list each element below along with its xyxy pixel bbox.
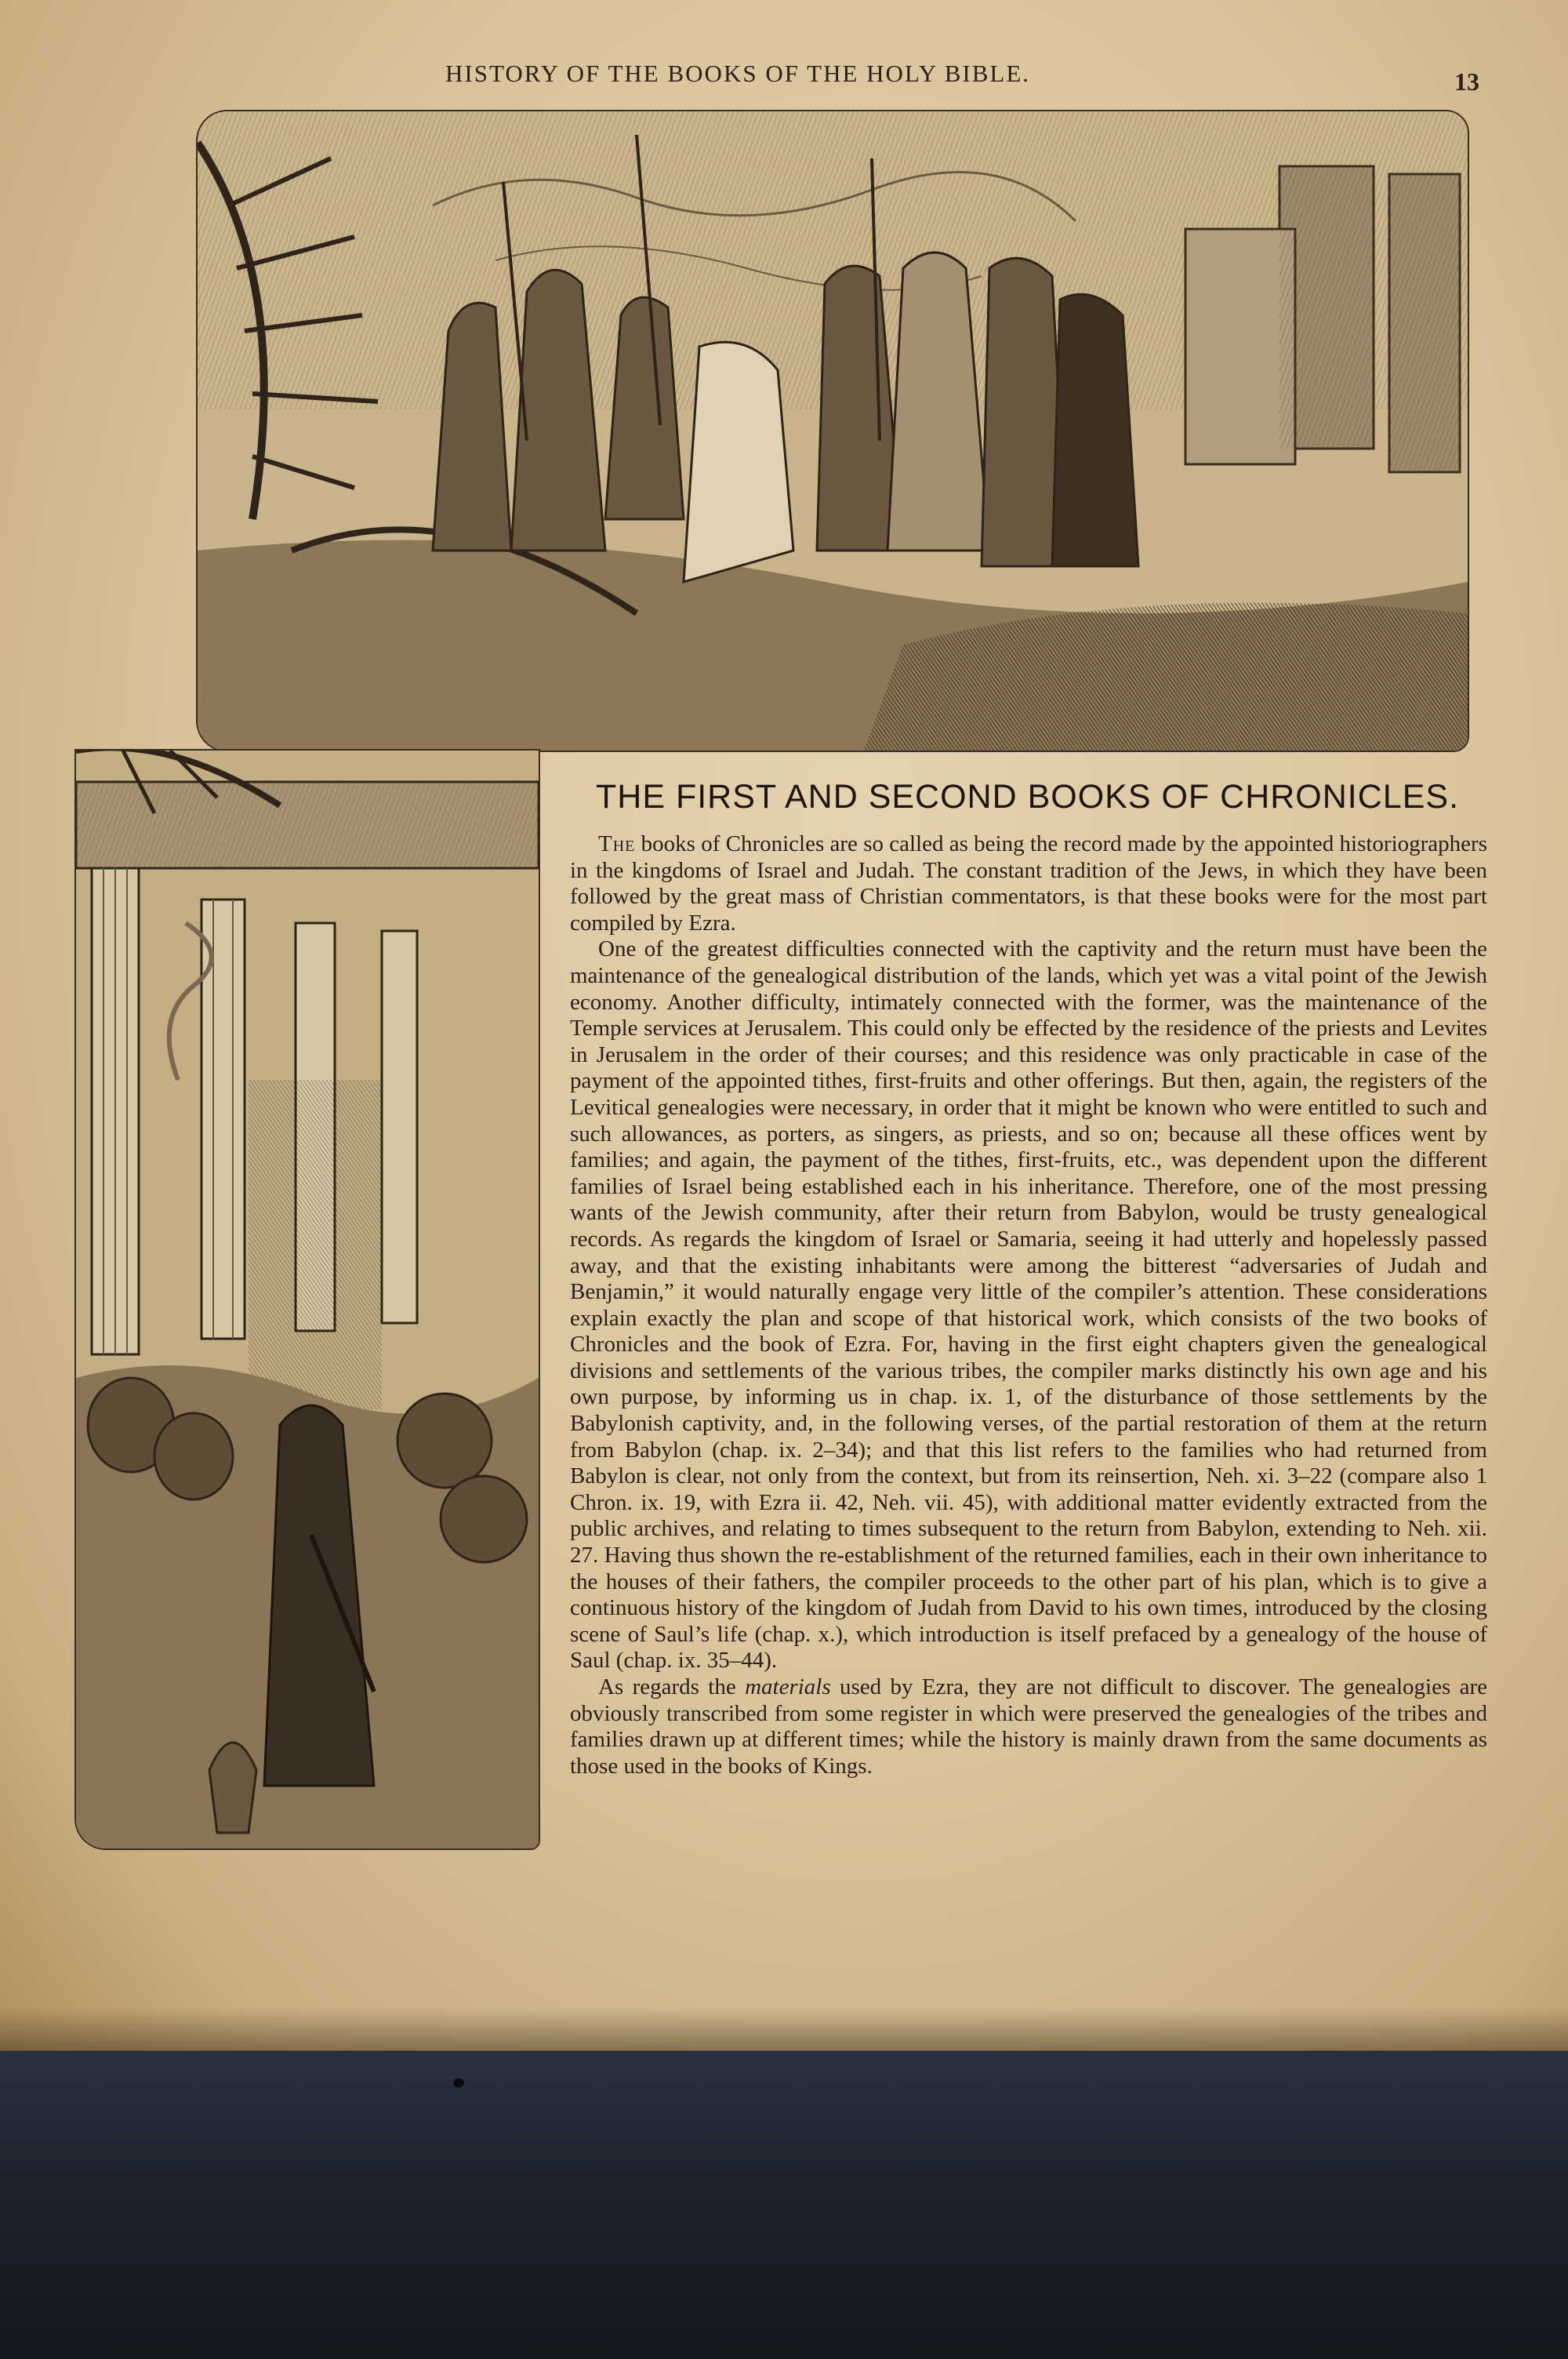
paragraph-2: One of the greatest difficulties connected with the captivity and the return must have been the maintenance of the genealogical distribution of the lands, which yet was a vital point of the Jewish economy. Another difficulty, intimately connected with the former, was the maintenance of the Temple services at Jerusalem. This could only be effected by the residence of the priests and Levites in Jerusalem in the order of their courses; and this residence was only practicable in case of the payment of the appointed tithes, first-fruits and other offerings. But then, again, the registers of the Levitical genealogies were necessary, in order that it might be known who were entitled to such and such allowances, as porters, as singers, as priests, and so on; because all these offices went by families; and again, the payment of the tithes, first-fruits, etc., was dependent upon the different families of Israel being established each in his inheritance. Therefore, one of the most pressing wants of the Jewish community, after their return from Babylon, would be trusty genealogical records. As regards the kingdom of Israel or Samaria, seeing it had utterly and hopelessly passed away, and that the existing inhabitants were among the bitterest “adversaries of Judah and Benjamin,” it would naturally engage very little of the compiler’s attention. These considerations explain exactly the plan and scope of that historical work, which consists of the two books of Chronicles and the book of Ezra. For, having in the first eight chapters given the genealogical divisions and settlements of the various tribes, the compiler marks distinctly his own age and his own purpose, by informing us in chap. ix. 1, of the disturbance of those settlements by the Babylonish captivity, and, in the following verses, of the partial restoration of them at the return from Babylon (chap. ix. 2–34); and that this list refers to the families who had returned from Babylon is clear, not only from the context, but from its reinsertion, Neh. xi. 3–22 (compare also 1 Chron. ix. 19, with Ezra ii. 42, Neh. vii. 45), with additional matter evidently extracted from the public archives, and relating to times subsequent to the return from Babylon, extending to Neh. xii. 27. Having thus shown the re-establishment of the returned families, each in their own inheritance to the houses of their fathers, the compiler proceeds to the other part of his plan, which is to give a continuous history of the kingdom of Judah from David to his own times, introduced by the closing scene of Saul’s life (chap. x.), which introduction is itself prefaced by a genealogy of the house of Saul (chap. ix. 35–44). bbox=[570, 936, 1487, 1674]
paragraph-1-text: books of Chronicles are so called as being the record made by the appointed historiographers in the kingdoms of Israel and Judah. The constant tradition of the Jews, in which they have been followed by the great mass of Christian commentators, is that these books were for the most part compiled by Ezra. bbox=[570, 831, 1487, 936]
desk-speck bbox=[453, 2078, 464, 2088]
paragraph-3 bbox=[570, 1674, 1487, 1779]
page-edge-shadow bbox=[0, 2008, 1568, 2051]
lead-word: The bbox=[598, 831, 636, 856]
engraving-procession-icon bbox=[196, 110, 1469, 752]
engraving-temple-interior-icon bbox=[74, 749, 540, 1850]
chapter-title: THE FIRST AND SECOND BOOKS OF CHRONICLES. bbox=[596, 778, 1460, 816]
desk-surface bbox=[0, 2051, 1568, 2359]
paragraph-3-after: used by Ezra, they are not difficult to discover. The genealogies are obviously transcribed from some register in which were preserved the genealogies of the tribes and families drawn up at different times; while the history is mainly drawn from the same documents as those used in the books of Kings. bbox=[570, 1674, 1487, 1779]
article-body bbox=[570, 831, 1487, 1779]
page-number: 13 bbox=[1454, 67, 1479, 96]
paragraph-1 bbox=[570, 831, 1487, 936]
running-head: HISTORY OF THE BOOKS OF THE HOLY BIBLE. bbox=[445, 60, 1031, 87]
paragraph-3-italic: materials bbox=[745, 1674, 831, 1699]
paragraph-3-before: As regards the bbox=[598, 1674, 746, 1699]
